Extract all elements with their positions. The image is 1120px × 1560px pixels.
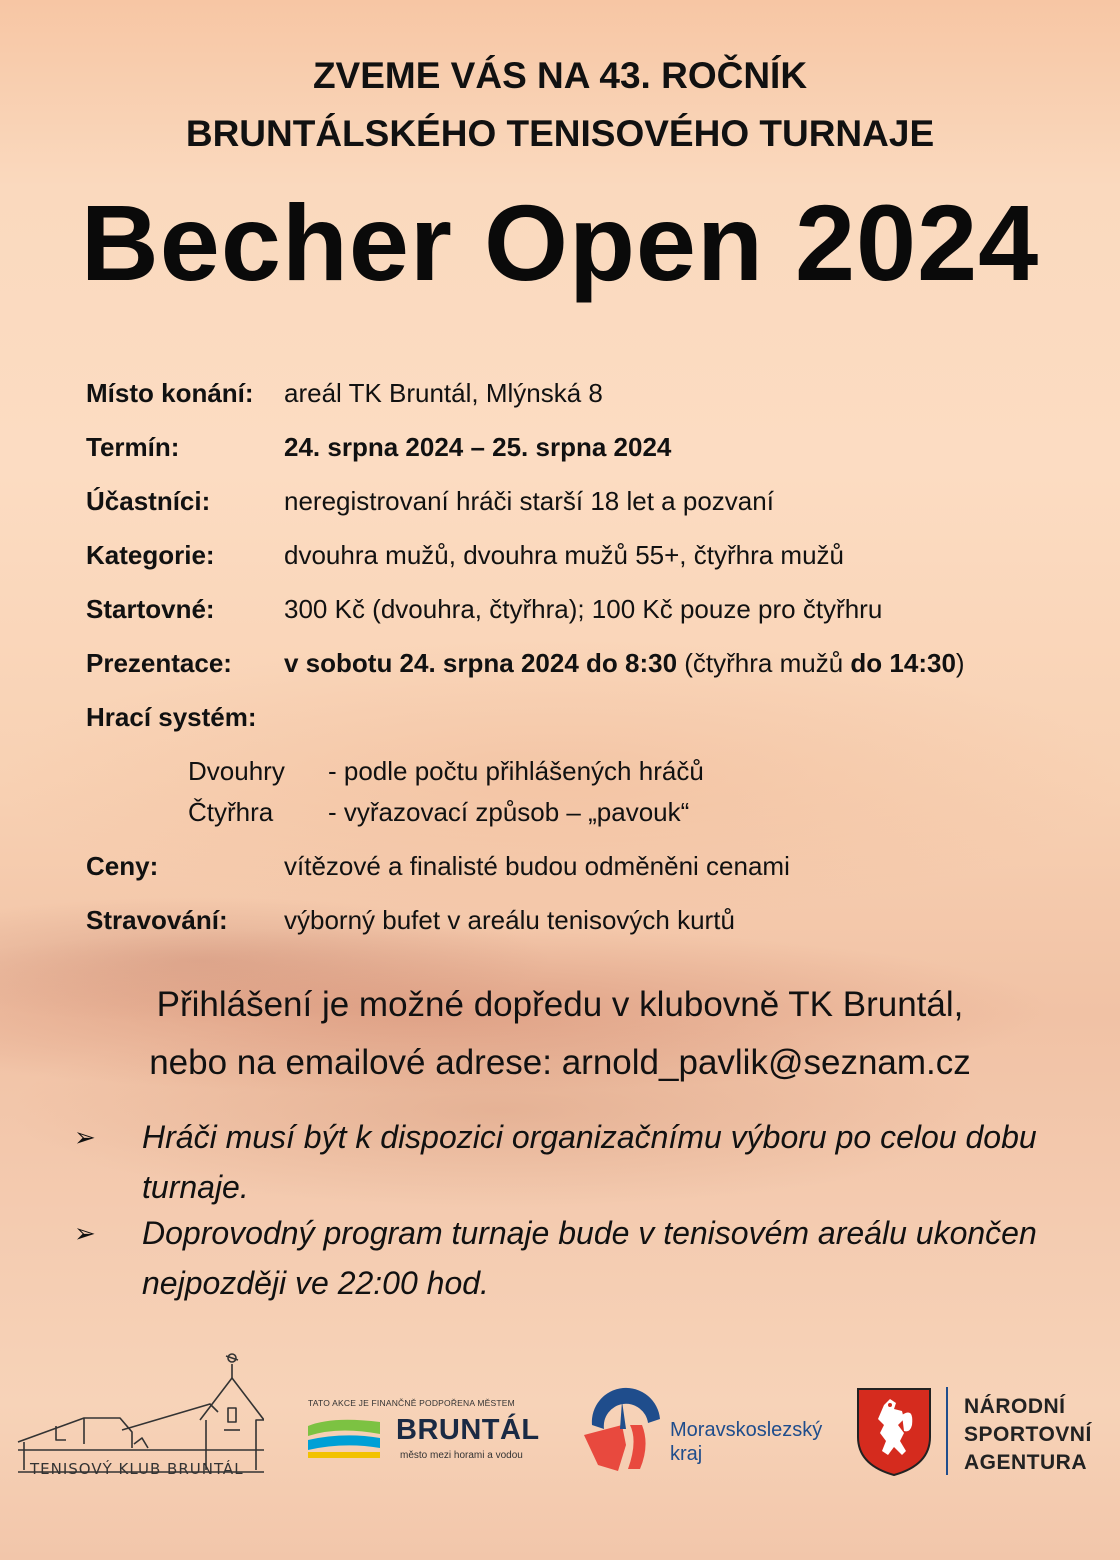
date-value: 24. srpna 2024 – 25. srpna 2024: [284, 432, 672, 462]
arrow-bullet-icon: ➢: [74, 1122, 96, 1152]
note-text: Doprovodný program turnaje bude v tenisovém areálu ukončen nejpozději ve 22:00 hod.: [142, 1215, 1037, 1301]
registration-line-2: nebo na emailové adrese: arnold_pavlik@seznam.cz: [149, 1043, 971, 1082]
participants-label: Účastníci:: [86, 486, 211, 516]
registration-line-1: Přihlášení je možné dopředu v klubovně TK Bruntál,: [156, 985, 964, 1024]
narodni-sportovni-agentura-logo: [852, 1383, 1112, 1483]
presentation-label: Prezentace:: [86, 648, 232, 678]
bruntal-support-text: TATO AKCE JE FINANČNĚ PODPOŘENA MĚSTEM: [308, 1398, 515, 1408]
presentation-close-paren: ): [955, 648, 965, 678]
bruntal-city-logo: [308, 1398, 558, 1468]
place-label: Místo konání:: [86, 378, 254, 408]
fee-label: Startovné:: [86, 594, 215, 624]
system-label: Hrací systém:: [86, 702, 257, 732]
msk-name-line-1: Moravskoslezský: [670, 1419, 823, 1441]
participants-value: neregistrovaní hráči starší 18 let a pozvaní: [284, 486, 774, 516]
presentation-value: [284, 647, 965, 679]
nsa-line-3: AGENTURA: [964, 1451, 1087, 1474]
prizes-value: vítězové a finalisté budou odměněni cenami: [284, 851, 790, 881]
tenis-club-logo: [14, 1348, 264, 1483]
system-item-desc: - podle počtu přihlášených hráčů: [328, 756, 704, 786]
system-item-name: Dvouhry: [188, 756, 285, 786]
region-emblem-icon: [578, 1385, 668, 1475]
bruntal-name: BRUNTÁL: [396, 1414, 540, 1446]
food-label: Stravování:: [86, 905, 228, 935]
fee-value: 300 Kč (dvouhra, čtyřhra); 100 Kč pouze pro čtyřhru: [284, 594, 883, 624]
invitation-line-2: BRUNTÁLSKÉHO TENISOVÉHO TURNAJE: [185, 113, 935, 154]
nsa-line-1: NÁRODNÍ: [964, 1395, 1066, 1418]
moravskoslezsky-kraj-logo: [578, 1385, 848, 1475]
bruntal-wave-icon: [308, 1416, 380, 1458]
presentation-time: v sobotu 24. srpna 2024 do 8:30: [284, 648, 678, 678]
date-label: Termín:: [86, 432, 180, 462]
event-title: Becher Open 2024: [80, 182, 1040, 303]
bruntal-tagline: město mezi horami a vodou: [400, 1450, 523, 1461]
system-item-desc: - vyřazovací způsob – „pavouk“: [328, 797, 690, 827]
arrow-bullet-icon: ➢: [74, 1218, 96, 1248]
category-label: Kategorie:: [86, 540, 215, 570]
note-item: [74, 1112, 1084, 1212]
place-value: areál TK Bruntál, Mlýnská 8: [284, 378, 603, 408]
note-text: Hráči musí být k dispozici organizačnímu výboru po celou dobu turnaje.: [142, 1119, 1037, 1205]
msk-name-line-2: kraj: [670, 1443, 703, 1465]
nsa-divider: [946, 1387, 948, 1475]
food-value: výborný bufet v areálu tenisových kurtů: [284, 905, 735, 935]
category-value: dvouhra mužů, dvouhra mužů 55+, čtyřhra mužů: [284, 540, 845, 570]
tenis-club-name: TENISOVÝ KLUB BRUNTÁL: [30, 1460, 244, 1478]
presentation-doubles-note: (čtyřhra mužů: [677, 648, 851, 678]
presentation-doubles-time: do 14:30: [850, 648, 956, 678]
note-item: [74, 1208, 1084, 1308]
nsa-line-2: SPORTOVNÍ: [964, 1423, 1092, 1446]
system-item-name: Čtyřhra: [188, 797, 274, 827]
lion-shield-icon: [854, 1385, 934, 1477]
prizes-label: Ceny:: [86, 851, 159, 881]
invitation-line-1: ZVEME VÁS NA 43. ROČNÍK: [312, 55, 808, 96]
